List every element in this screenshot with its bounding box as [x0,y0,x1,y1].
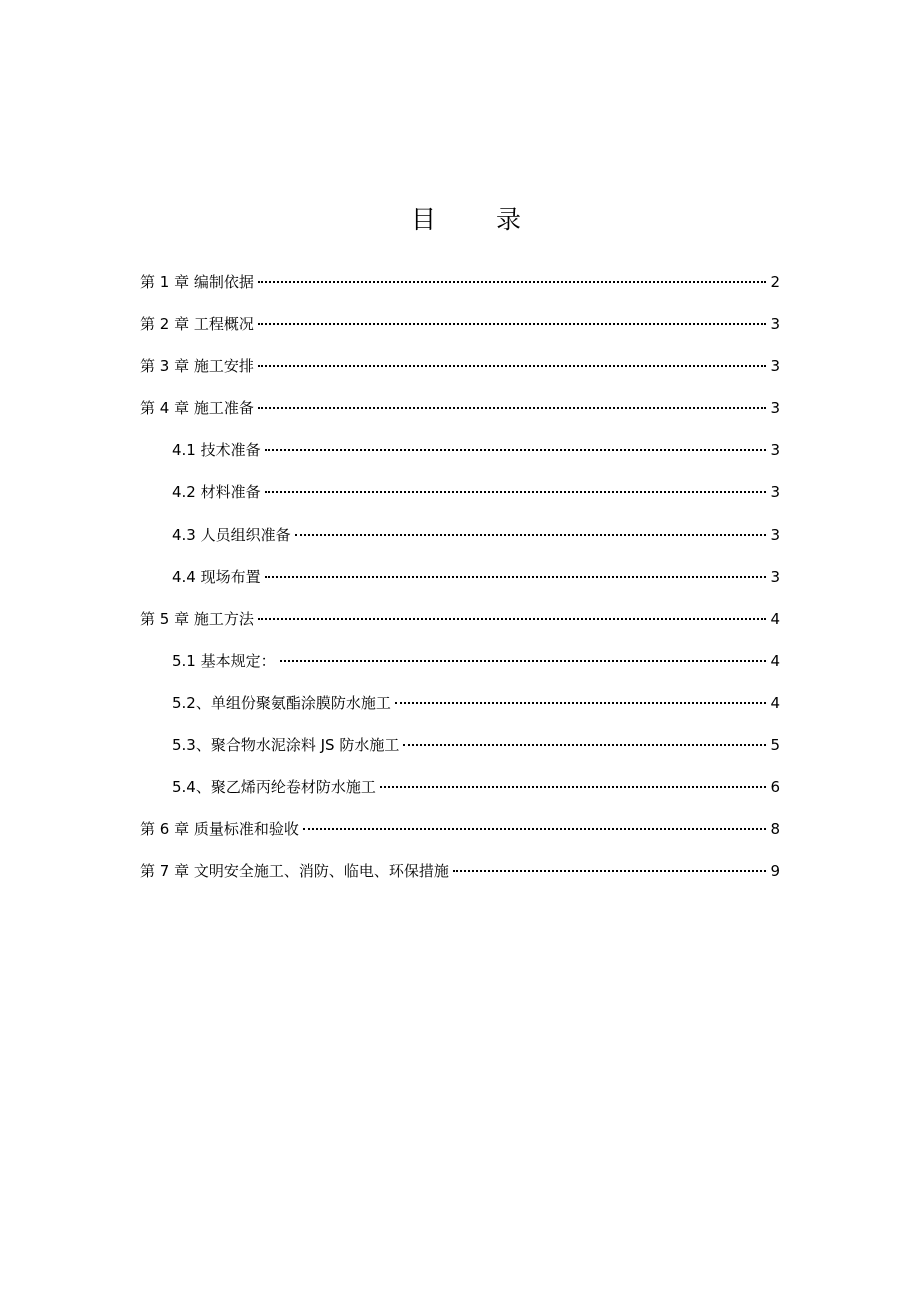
toc-entry[interactable] [140,345,780,387]
toc-entry-page: 3 [770,315,780,334]
toc-entry-label: 4.2 材料准备 [172,483,261,502]
toc-entry-label: 5.1 基本规定： [172,651,276,670]
toc-dot-leader [258,365,767,367]
toc-entry[interactable] [140,303,780,345]
toc-subentry[interactable] [140,471,780,513]
toc-dot-leader [395,702,767,704]
toc-dot-leader [453,870,767,872]
toc-entry-label: 第 1 章 编制依据 [140,273,254,291]
toc-entry-page: 4 [770,693,780,712]
toc-entry-label: 4.4 现场布置 [172,567,261,586]
toc-subentry[interactable] [140,640,780,682]
toc-subentry[interactable] [140,682,780,724]
toc-entry[interactable] [140,598,780,640]
toc-subentry[interactable] [140,514,780,556]
toc-entry-page: 5 [770,736,780,755]
toc-dot-leader [265,449,767,451]
toc-dot-leader [258,281,767,283]
toc-entry-label: 5.2、单组份聚氨酯涂膜防水施工 [172,693,391,712]
toc-entry-label: 第 2 章 工程概况 [140,315,254,334]
toc-dot-leader [265,491,767,493]
toc-entry-page: 4 [770,651,780,670]
toc-entry[interactable] [140,808,780,850]
toc-subentry[interactable] [140,429,780,471]
toc-dot-leader [258,323,767,325]
toc-dot-leader [280,660,767,662]
toc-dot-leader [403,744,766,746]
toc-dot-leader [295,534,767,536]
toc-dot-leader [265,576,767,578]
toc-dot-leader [303,828,767,830]
toc-entry-page: 8 [770,820,780,839]
toc-entry-page: 2 [770,273,780,291]
toc-entry[interactable] [140,261,780,303]
toc-entry-page: 3 [770,357,780,376]
toc-list [140,261,780,892]
toc-entry-label: 5.4、聚乙烯丙纶卷材防水施工 [172,778,376,797]
toc-subentry[interactable] [140,556,780,598]
toc-entry-label: 第 3 章 施工安排 [140,357,254,376]
toc-entry-label: 第 7 章 文明安全施工、消防、临电、环保措施 [140,862,449,881]
toc-entry-page: 3 [770,525,780,544]
toc-title: 目 录 [411,205,547,234]
toc-entry-page: 3 [770,441,780,460]
toc-entry-label: 第 6 章 质量标准和验收 [140,820,299,839]
toc-entry-page: 6 [770,778,780,797]
toc-entry-label: 4.3 人员组织准备 [172,525,291,544]
toc-subentry[interactable] [140,724,780,766]
toc-entry-page: 4 [770,609,780,628]
toc-entry-page: 3 [770,399,780,418]
toc-entry-page: 9 [770,862,780,881]
toc-entry[interactable] [140,387,780,429]
toc-dot-leader [380,786,767,788]
toc-entry-label: 第 5 章 施工方法 [140,609,254,628]
toc-entry-page: 3 [770,483,780,502]
toc-dot-leader [258,407,767,409]
toc-entry-label: 第 4 章 施工准备 [140,399,254,418]
toc-entry-label: 4.1 技术准备 [172,441,261,460]
toc-entry-label: 5.3、聚合物水泥涂料 JS 防水施工 [172,736,400,755]
toc-dot-leader [258,618,767,620]
toc-entry-page: 3 [770,567,780,586]
toc-subentry[interactable] [140,766,780,808]
toc-entry[interactable] [140,850,780,892]
